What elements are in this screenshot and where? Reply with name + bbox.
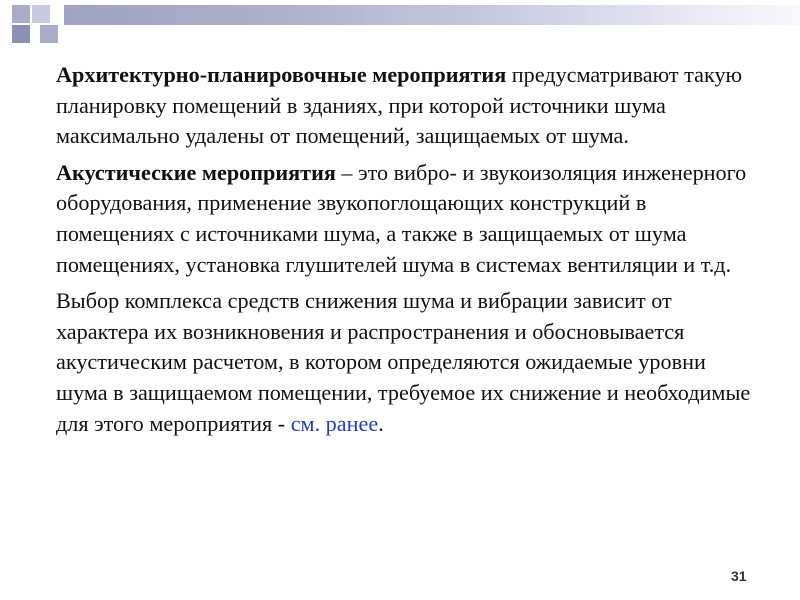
slide-body bbox=[56, 60, 756, 445]
decor-square bbox=[12, 5, 30, 23]
paragraph-choice bbox=[56, 286, 756, 439]
page-number: 31 bbox=[731, 568, 747, 584]
paragraph-choice-end: . bbox=[378, 410, 384, 436]
term-acoustic: Акустические мероприятия bbox=[56, 159, 336, 185]
paragraph-acoustic-text: – это вибро- и звукоизоляция инженерного оборудования, применение звукопоглощающих конструкций в помещениях с источниками шума, а также в защищаемых от шума помещениях, установка глушителей шума в системах вентиляции и т.д. bbox=[56, 159, 747, 277]
header-decoration bbox=[0, 0, 800, 44]
paragraph-architectural-text: предусматривают такую планировку помещений в зданиях, при которой источники шума максимально удалены от помещений, защищаемых от шума. bbox=[56, 62, 743, 149]
paragraph-choice-text: Выбор комплекса средств снижения шума и вибрации зависит от характера их возникновения и распространения и обосновывается акустическим расчетом, в котором определяются ожидаемые уровни шума в защищаемом помещении, требуемое их снижение и необходимые для этого мероприятия - bbox=[56, 288, 751, 436]
term-architectural: Архитектурно-планировочные мероприятия bbox=[56, 62, 507, 87]
header-gradient-bar bbox=[64, 5, 800, 25]
paragraph-architectural bbox=[56, 60, 756, 152]
paragraph-acoustic bbox=[56, 158, 756, 280]
decor-square bbox=[32, 5, 50, 23]
see-above-link[interactable]: см. ранее bbox=[290, 410, 379, 436]
decor-square bbox=[40, 25, 58, 43]
decor-square bbox=[12, 25, 30, 43]
